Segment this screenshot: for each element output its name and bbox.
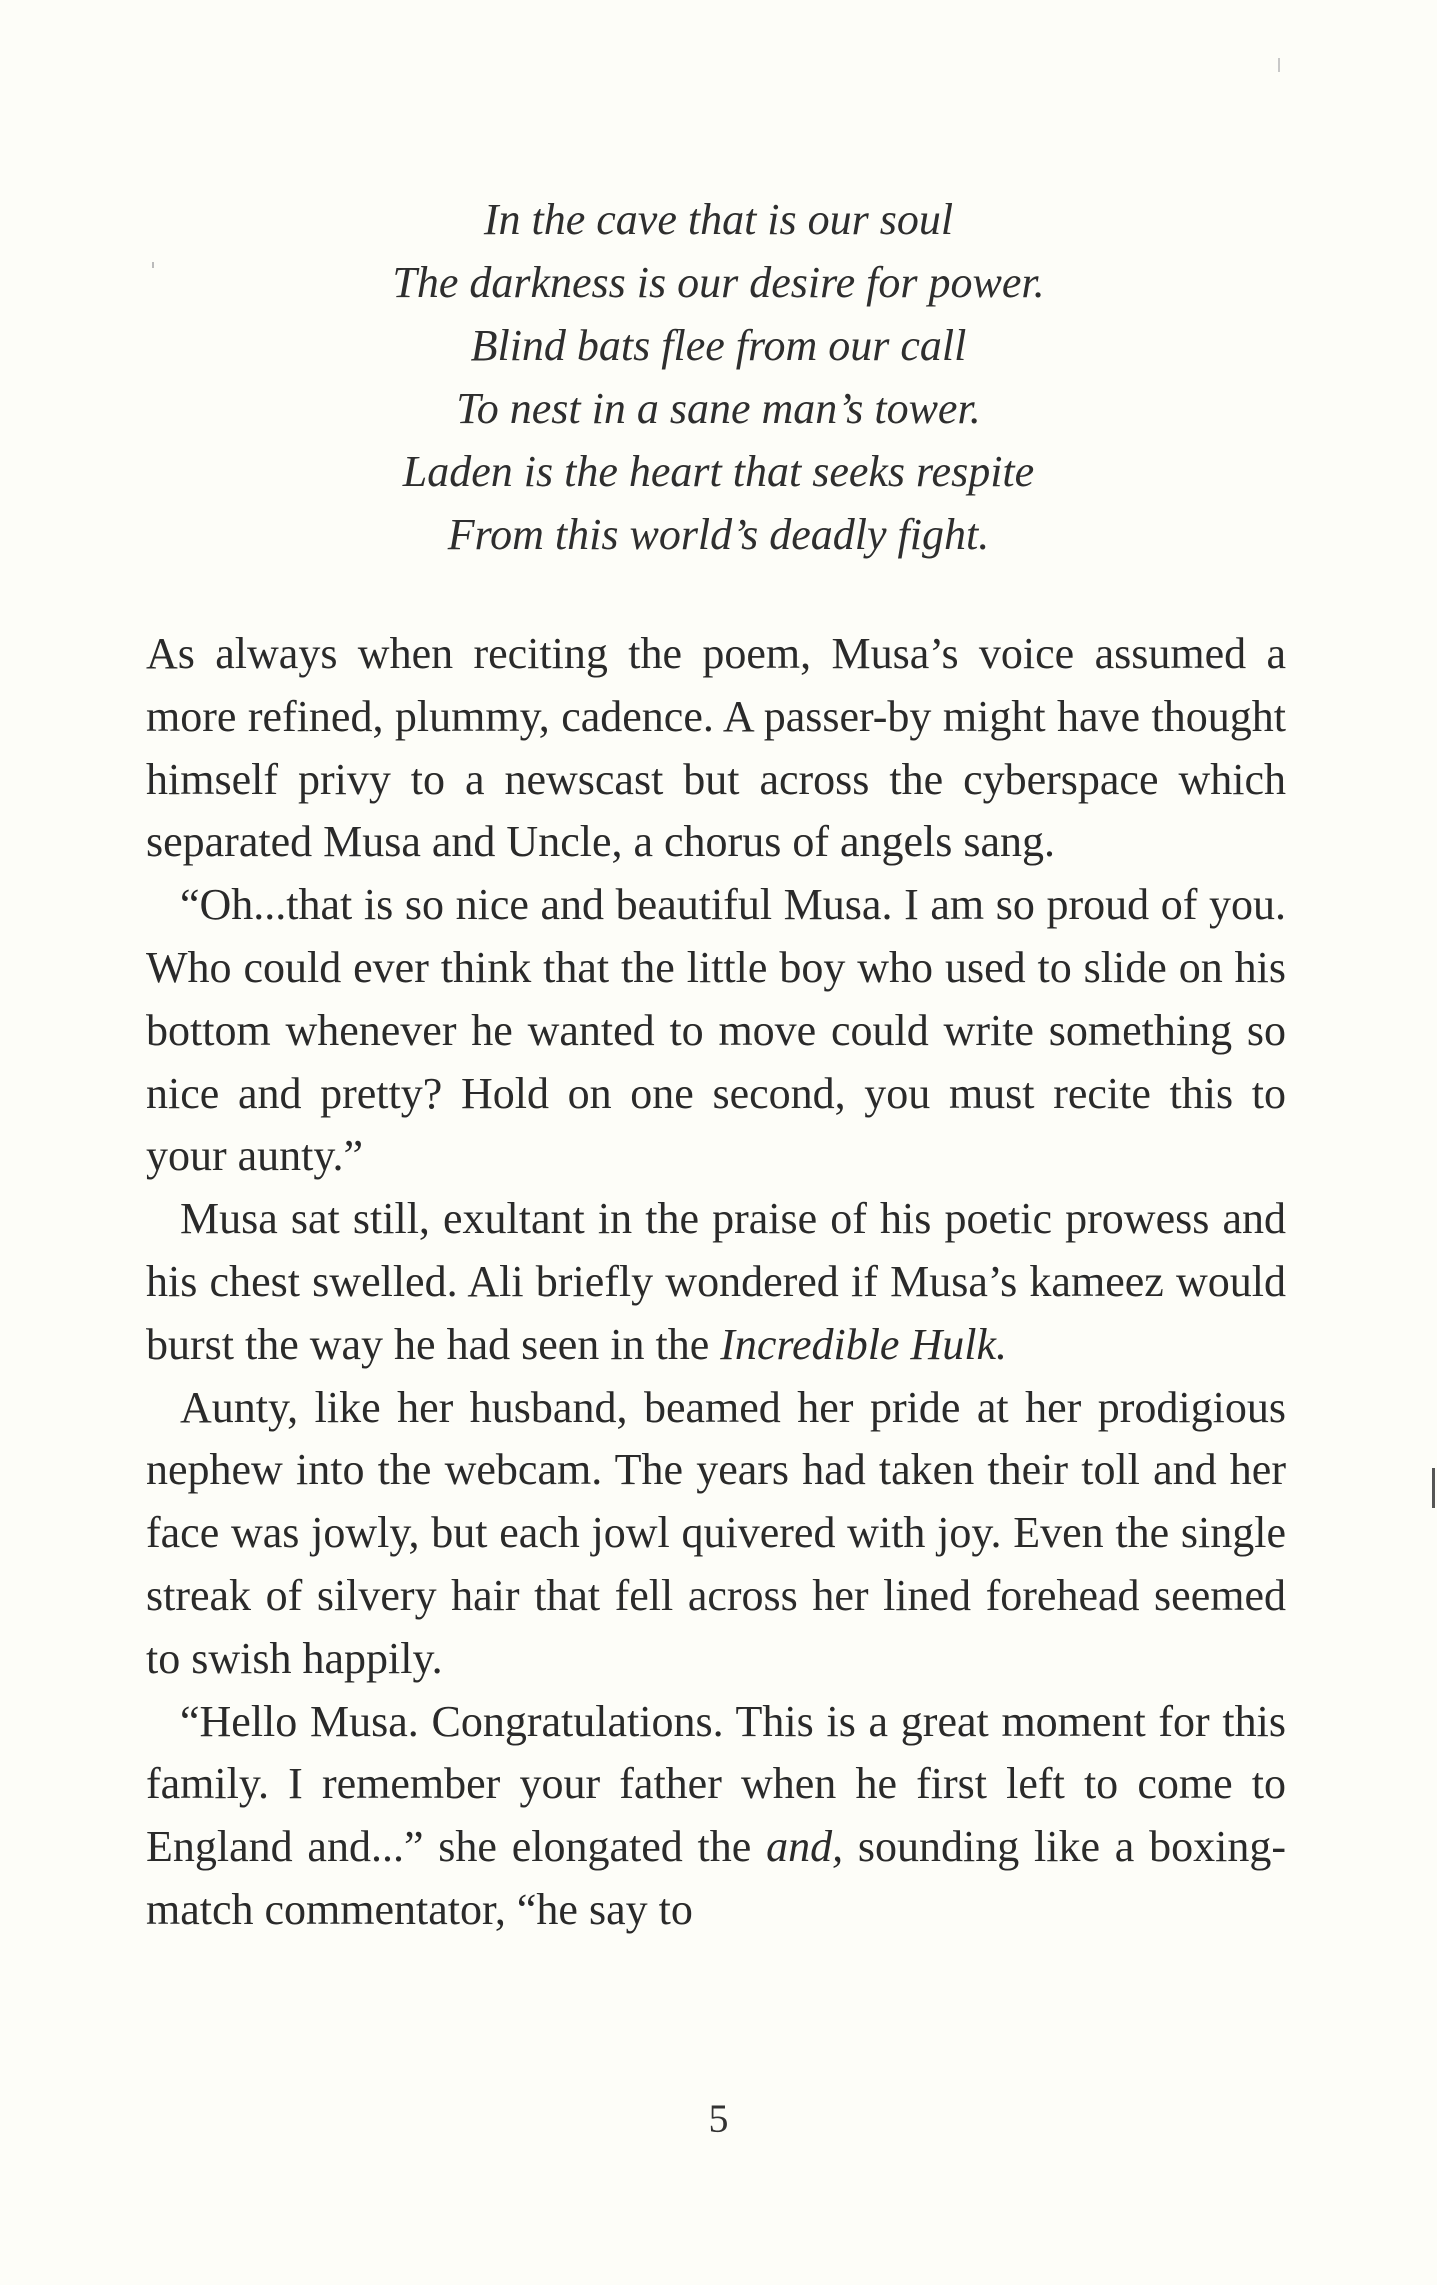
poem-line: In the cave that is our soul [483,195,954,244]
paragraph-5-text: “Hello Musa. Congratulations. This is a great moment for this family. I remember your father when he first left to come to England and...” she elongated the [146,1696,1286,1872]
poem-line: Laden is the heart that seeks respite [402,447,1035,496]
paragraph-5-text-end: sounding like a boxing-match commentator, “he say to [146,1822,1286,1934]
paragraph-1: As always when reciting the poem, Musa’s voice assumed a more refined, plummy, cadence. A passer-by might have thought himself privy to a newscast but across the cyberspace which separated Musa and Uncle, a chorus of angels sang. [146,629,1286,867]
paragraph-3-italic: Incredible Hulk. [720,1319,1007,1369]
poem-stanza [0,188,1437,566]
scan-speck [152,262,154,268]
page-number: 5 [708,2096,729,2141]
poem-line: The darkness is our desire for power. [392,258,1045,307]
poem-line: Blind bats flee from our call [470,321,967,370]
paragraph-3-text: Musa sat still, exultant in the praise of his poetic prowess and his chest swelled. Ali briefly wondered if Musa’s kameez would burst the way he had seen in the [146,1194,1286,1369]
poem-line: From this world’s deadly fight. [447,510,990,559]
paragraph-2: “Oh...that is so nice and beautiful Musa. I am so proud of you. Who could ever think that the little boy who used to slide on his bottom whenever he wanted to move could write something so nice and pretty? Hold on one second, you must recite this to your aunty.” [146,880,1286,1181]
scan-speck [1432,1468,1435,1508]
paragraph-4: Aunty, like her husband, beamed her pride at her prodigious nephew into the webcam. The years had taken their toll and her face was jowly, but each jowl quivered with joy. Even the single streak of silvery hair that fell across her lined forehead seemed to swish happily. [146,1382,1286,1683]
paragraph-5-italic: and, [766,1822,844,1872]
prose-body [146,623,1286,1942]
paragraph-5 [146,1691,1286,1942]
paragraph-3 [146,1188,1286,1376]
poem-line: To nest in a sane man’s tower. [456,384,981,433]
scan-speck [1278,58,1280,72]
